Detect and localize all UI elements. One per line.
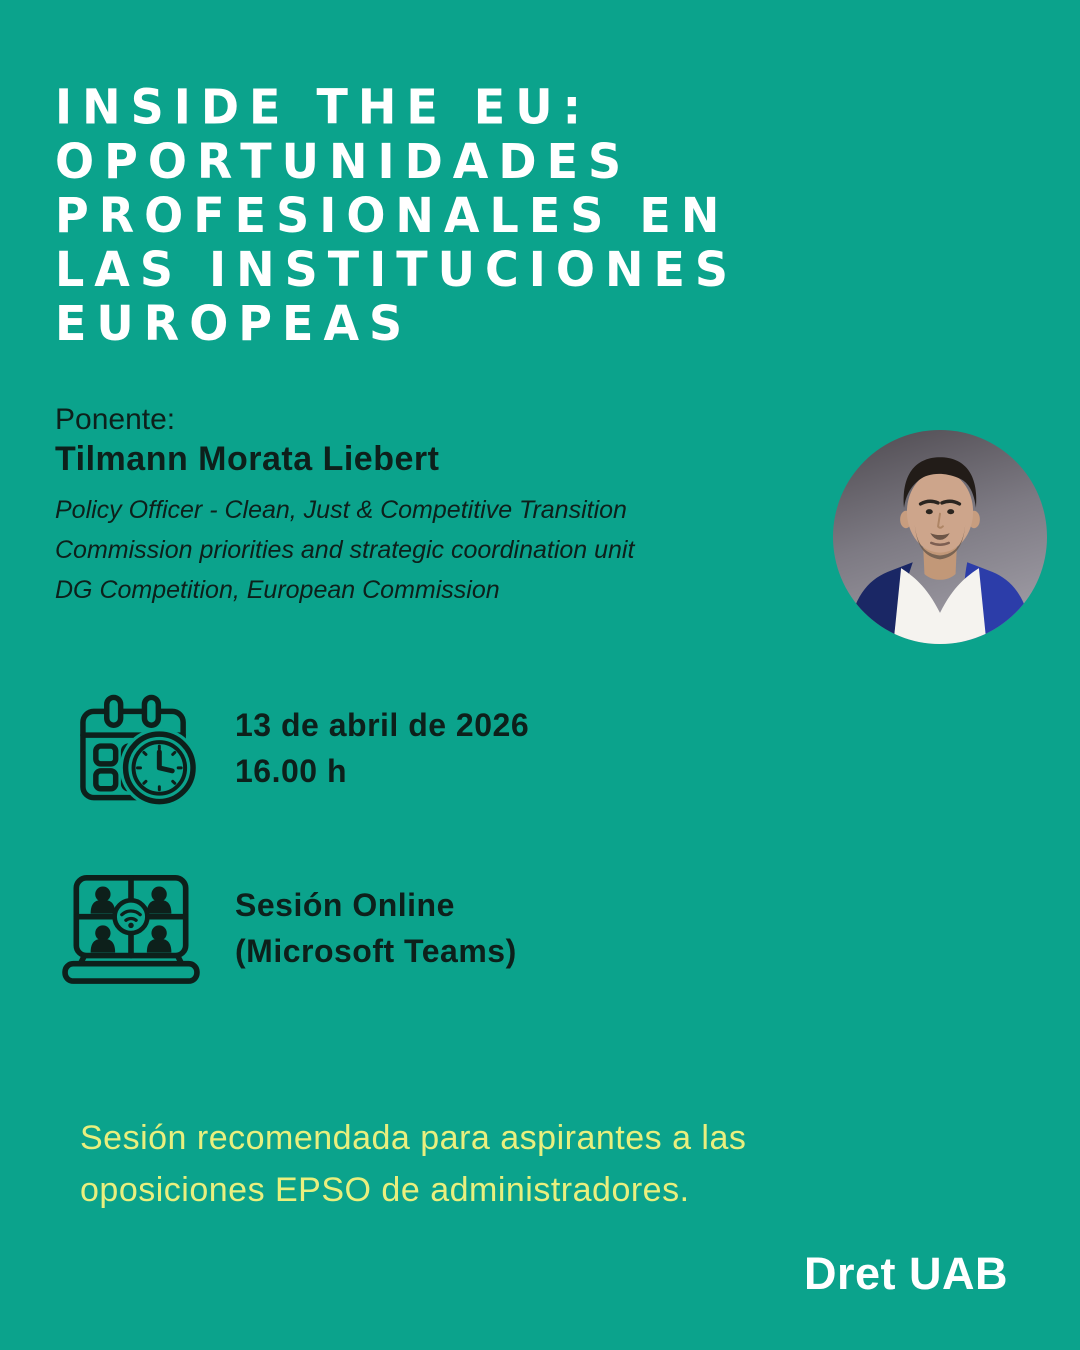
title-line-4: LAS INSTITUCIONES (55, 241, 739, 298)
title-line-3: PROFESIONALES EN (55, 187, 730, 244)
speaker-name: Tilmann Morata Liebert (55, 440, 440, 478)
speaker-role-line-2: Commission priorities and strategic coordination unit (55, 536, 635, 564)
speaker-role-line-1: Policy Officer - Clean, Just & Competitive Transition (55, 496, 627, 524)
video-call-laptop-icon (62, 872, 200, 988)
note-line-1: Sesión recomendada para aspirantes a las (80, 1119, 747, 1157)
event-title (55, 80, 738, 350)
speaker-role-line-3: DG Competition, European Commission (55, 576, 500, 604)
event-date: 13 de abril de 2026 (235, 707, 530, 743)
speaker-photo-illustration (833, 430, 1047, 644)
note-line-2: oposiciones EPSO de administradores. (80, 1171, 690, 1209)
speaker-photo (833, 430, 1047, 644)
calendar-clock-icon (76, 694, 200, 812)
session-type: Sesión Online (235, 887, 455, 923)
recommendation-note (80, 1112, 746, 1216)
session-block (235, 882, 517, 974)
brand-logo-text: Dret UAB (803, 1248, 1008, 1299)
title-line-1: INSIDE THE EU: (55, 78, 591, 136)
event-time: 16.00 h (235, 753, 348, 789)
speaker-label: Ponente: (55, 403, 176, 436)
session-platform: (Microsoft Teams) (235, 933, 517, 969)
speaker-role (55, 490, 634, 610)
title-line-5: EUROPEAS (55, 295, 413, 352)
schedule-block (235, 702, 529, 794)
title-line-2: OPORTUNIDADES (55, 133, 632, 190)
